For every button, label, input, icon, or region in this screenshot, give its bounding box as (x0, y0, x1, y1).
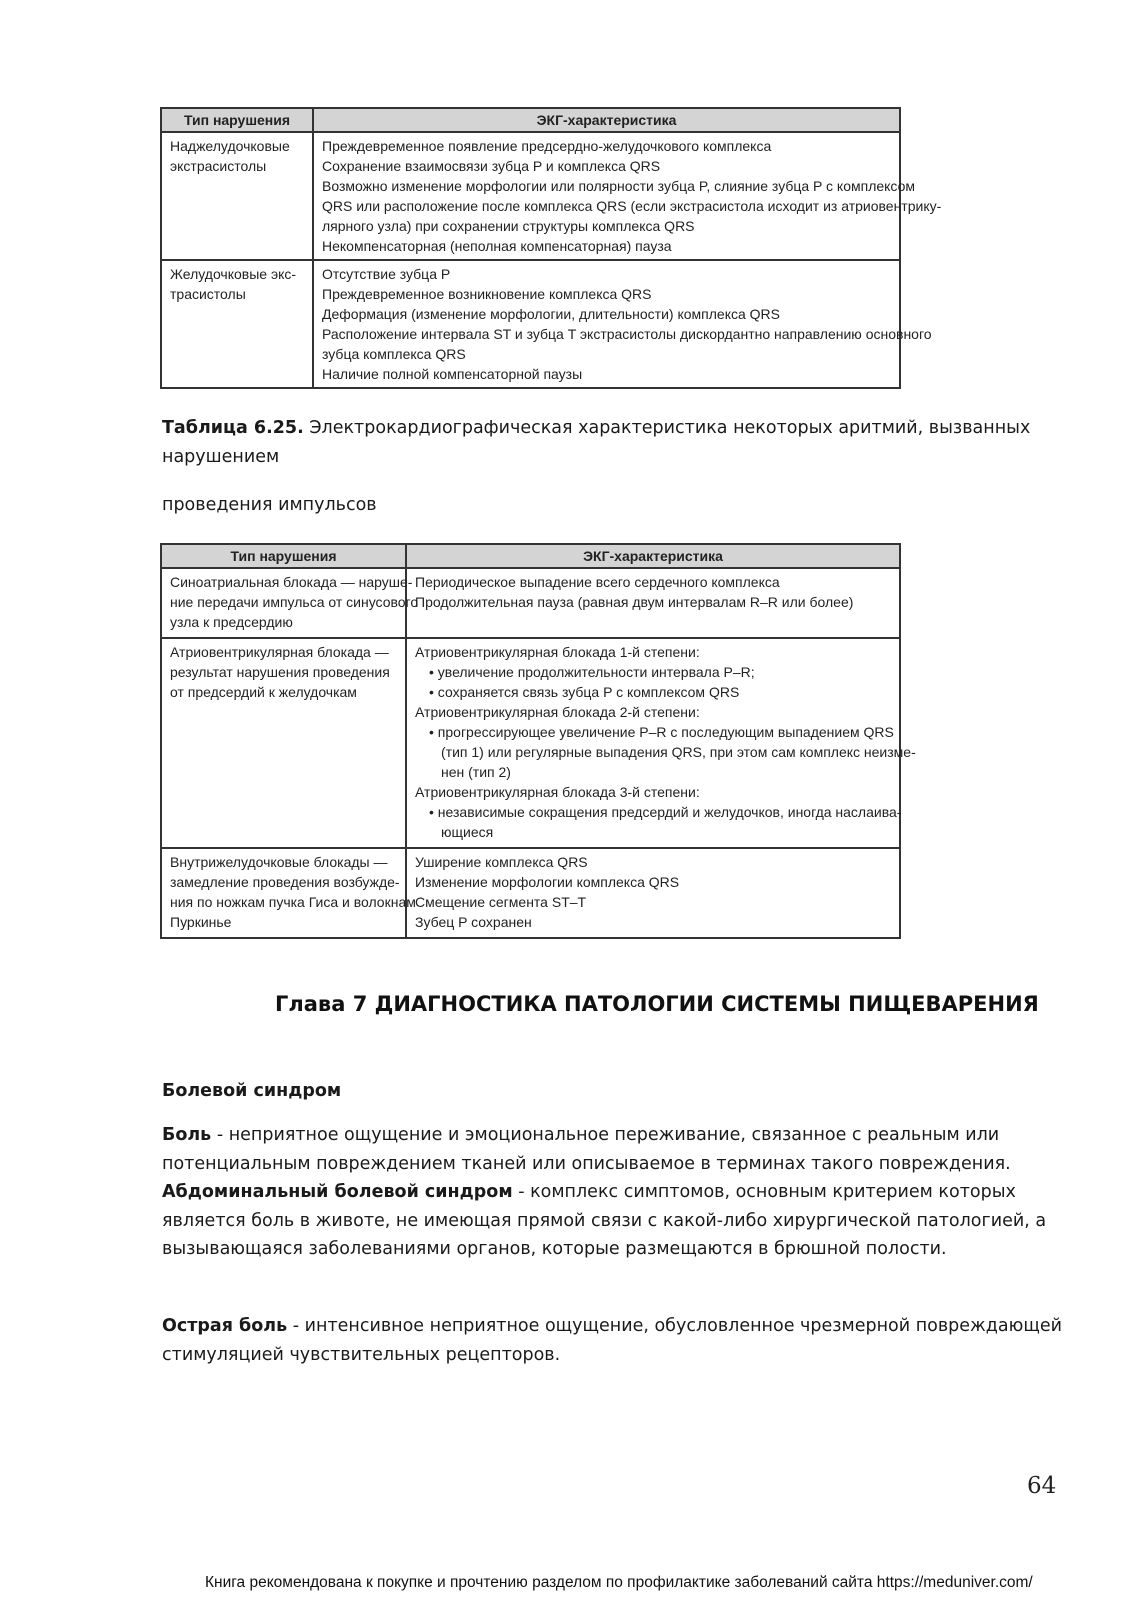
paragraph-text: - интенсивное неприятное ощущение, обусловленное чрезмерной повреждающей стимуляцией чувствительных рецепторов. (162, 1316, 1062, 1365)
cell-line: Зубец P сохранен (415, 914, 532, 930)
term-acute-pain: Острая боль (162, 1316, 288, 1336)
table-caption-label: Таблица 6.25. (162, 418, 304, 438)
cell-line: Деформация (изменение морфологии, длительности) комплекса QRS (322, 306, 780, 322)
paragraph-pain-definition (162, 1121, 1062, 1264)
paragraph-text: - комплекс симптомов, основным критерием которых является боль в животе, не имеющая прямой связи с какой-либо хирургической патологией, а вызывающаяся заболеваниями органов, которые размещаются в брюшной полости. (162, 1182, 1047, 1259)
cell-line: от предсердий к желудочкам (170, 684, 357, 700)
table-6-25 (160, 543, 916, 939)
cell-line: результат нарушения проведения (170, 664, 390, 680)
cell-line: экстрасистолы (170, 158, 267, 174)
cell-line: Преждевременное появление предсердно-желудочкового комплекса (322, 138, 772, 154)
column-header-type: Тип нарушения (161, 544, 406, 568)
cell-line: Атриовентрикулярная блокада 2-й степени: (415, 704, 700, 720)
cell-ecg (406, 568, 900, 638)
column-header-ecg: ЭКГ-характеристика (313, 108, 900, 132)
paragraph-text: - неприятное ощущение и эмоциональное переживание, связанное с реальным или потенциальным повреждением тканей или описываемое в терминах такого повреждения. (162, 1125, 1011, 1174)
cell-line: Некомпенсаторная (неполная компенсаторная) пауза (322, 238, 672, 254)
table-header-row (161, 108, 900, 132)
column-header-ecg: ЭКГ-характеристика (406, 544, 900, 568)
table-row (161, 568, 900, 638)
cell-line: Смещение сегмента ST–T (415, 894, 587, 910)
cell-line: узла к предсердию (170, 614, 293, 630)
cell-line: Наджелудочковые (170, 138, 290, 154)
page-number: 64 (1027, 1473, 1057, 1499)
table-caption (162, 414, 1062, 471)
bullet-item: • прогрессирующее увеличение P–R с последующим выпадением QRS (429, 724, 894, 740)
cell-line: Сохранение взаимосвязи зубца P и комплекса QRS (322, 158, 661, 174)
column-header-type: Тип нарушения (161, 108, 313, 132)
cell-line: зубца комплекса QRS (322, 346, 466, 362)
term-pain: Боль (162, 1125, 212, 1145)
cell-line: замедление проведения возбужде- (170, 874, 400, 890)
cell-line: Пуркинье (170, 914, 232, 930)
bullet-item: • сохраняется связь зубца P с комплексом QRS (429, 684, 740, 700)
bullet-continuation: (тип 1) или регулярные выпадения QRS, при этом сам комплекс неизме- (441, 744, 916, 760)
cell-line: Изменение морфологии комплекса QRS (415, 874, 680, 890)
cell-line: Атриовентрикулярная блокада 1-й степени: (415, 644, 700, 660)
bullet-item: • независимые сокращения предсердий и желудочков, иногда наслаива- (429, 804, 902, 820)
cell-ecg (406, 638, 916, 848)
cell-line: Наличие полной компенсаторной паузы (322, 366, 583, 382)
table-header-row (161, 544, 900, 568)
footer-note: Книга рекомендована к покупке и прочтению разделом по профилактике заболеваний сайта https://meduniver.com/ (205, 1574, 1033, 1591)
bullet-continuation: нен (тип 2) (441, 764, 511, 780)
bullet-item: • увеличение продолжительности интервала P–R; (429, 664, 755, 680)
cell-line: Отсутствие зубца P (322, 266, 451, 282)
term-abdominal-pain-syndrome: Абдоминальный болевой синдром (162, 1182, 513, 1202)
cell-line: Атриовентрикулярная блокада — (170, 644, 389, 660)
cell-line: трасистолы (170, 286, 246, 302)
cell-line: Расположение интервала ST и зубца T экстрасистолы дискордантно направлению основного (322, 326, 932, 342)
cell-line: ние передачи импульса от синусового (170, 594, 419, 610)
cell-ecg (313, 260, 932, 388)
cell-ecg (406, 848, 900, 938)
cell-line: Уширение комплекса QRS (415, 854, 588, 870)
cell-line: ния по ножкам пучка Гиса и волокнам (170, 894, 416, 910)
bullet-continuation: ющиеся (441, 824, 494, 840)
paragraph-acute-pain (162, 1312, 1062, 1369)
table-row (161, 638, 900, 848)
cell-line: лярного узла) при сохранении структуры комплекса QRS (322, 218, 695, 234)
cell-line: Синоатриальная блокада — наруше- (170, 574, 413, 590)
table-row (161, 260, 900, 388)
cell-ecg (313, 132, 942, 260)
cell-type (161, 638, 406, 848)
table-6-24 (160, 107, 942, 389)
cell-line: Атриовентрикулярная блокада 3-й степени: (415, 784, 700, 800)
table-caption-continuation: проведения импульсов (162, 495, 377, 515)
cell-type (161, 260, 313, 388)
cell-line: Периодическое выпадение всего сердечного комплекса (415, 574, 780, 590)
cell-line: Преждевременное возникновение комплекса QRS (322, 286, 652, 302)
table-caption-text: Электрокардиографическая характеристика некоторых аритмий, вызванных нарушением (162, 418, 1031, 467)
cell-line: Желудочковые экс- (170, 266, 297, 282)
cell-type (161, 568, 419, 638)
cell-type (161, 848, 416, 938)
table-row (161, 132, 900, 260)
cell-line: Внутрижелудочковые блокады — (170, 854, 388, 870)
table-row (161, 848, 900, 938)
section-title: Болевой синдром (162, 1081, 342, 1101)
cell-line: Продолжительная пауза (равная двум интервалам R–R или более) (415, 594, 854, 610)
cell-type (161, 132, 313, 260)
cell-line: Возможно изменение морфологии или полярности зубца P, слияние зубца P с комплексом (322, 178, 916, 194)
chapter-title: Глава 7 ДИАГНОСТИКА ПАТОЛОГИИ СИСТЕМЫ ПИЩЕВАРЕНИЯ (275, 992, 1039, 1016)
cell-line: QRS или расположение после комплекса QRS (если экстрасистола исходит из атриовентрику- (322, 198, 942, 214)
